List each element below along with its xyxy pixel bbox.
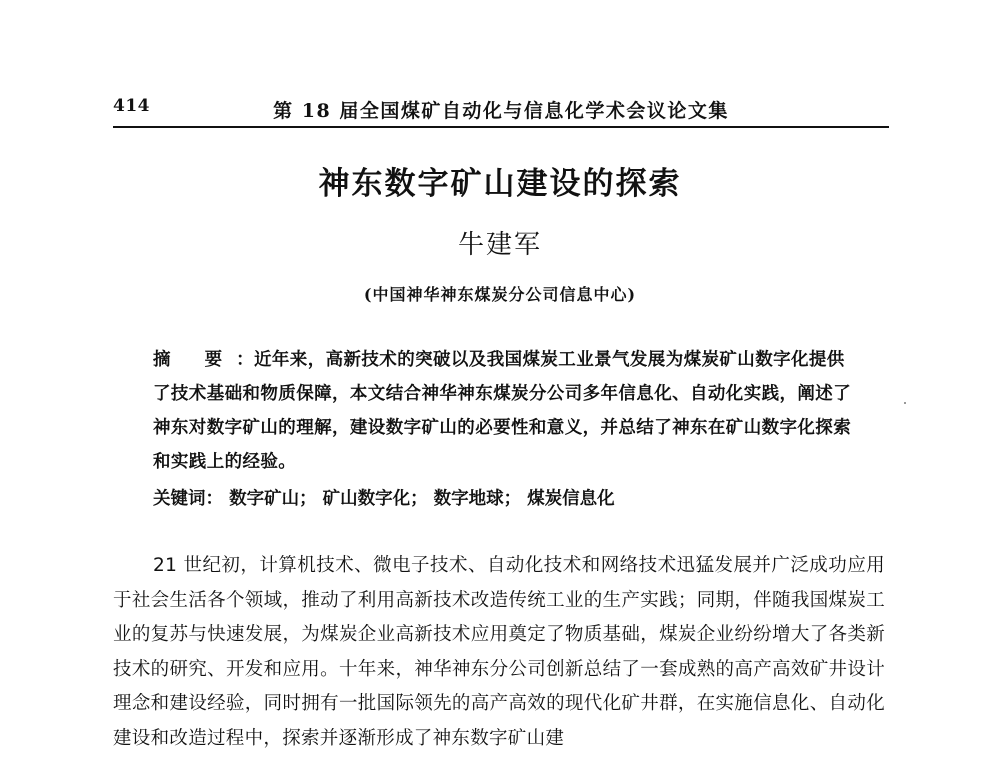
keywords [153, 482, 853, 516]
paper-title: 神东数字矿山建设的探索 [318, 166, 682, 202]
keyword-item: 数字地球； [433, 489, 522, 509]
keyword-item: 煤炭信息化 [527, 489, 615, 509]
page-number: 414 [113, 96, 150, 116]
author-name: 牛建军 [457, 230, 542, 260]
abstract [153, 343, 853, 479]
keywords-label: 关键词： [153, 489, 223, 509]
abstract-text: ：近年来，高新技术的突破以及我国煤炭工业景气发展为煤炭矿山数字化提供了技术基础和物质保障，本文结合神华神东煤炭分公司多年信息化、自动化实践，阐述了神东对数字矿山的理解，建设数字矿山的必要性和意义，并总结了神东在矿山数字化探索和实践上的经验。 [153, 350, 852, 472]
author-affiliation: (中国神华神东煤炭分公司信息中心) [363, 285, 637, 304]
journal-title: 第 18 届全国煤矿自动化与信息化学术会议论文集 [273, 100, 729, 122]
keyword-item: 数字矿山； [229, 489, 317, 509]
page-header [113, 92, 889, 128]
body-paragraph: 21 世纪初，计算机技术、微电子技术、自动化技术和网络技术迅猛发展并广泛成功应用于社会生活各个领域，推动了利用高新技术改造传统工业的生产实践；同期，伴随我国煤炭工业的复苏与快速发展，为煤炭企业高新技术应用奠定了物质基础，煤炭企业纷纷增大了各类新技术的研究、开发和应用。十年来，神华神东分公司创新总结了一套成熟的高产高效矿井设计理念和建设经验，同时拥有一批国际领先的高产高效的现代化矿井群，在实施信息化、自动化建设和改造过程中，探索并逐渐形成了神东数字矿山建 [113, 555, 885, 749]
scan-artifact [904, 402, 906, 404]
abstract-label: 摘 要 [153, 350, 237, 370]
keyword-item: 矿山数字化； [322, 489, 428, 509]
